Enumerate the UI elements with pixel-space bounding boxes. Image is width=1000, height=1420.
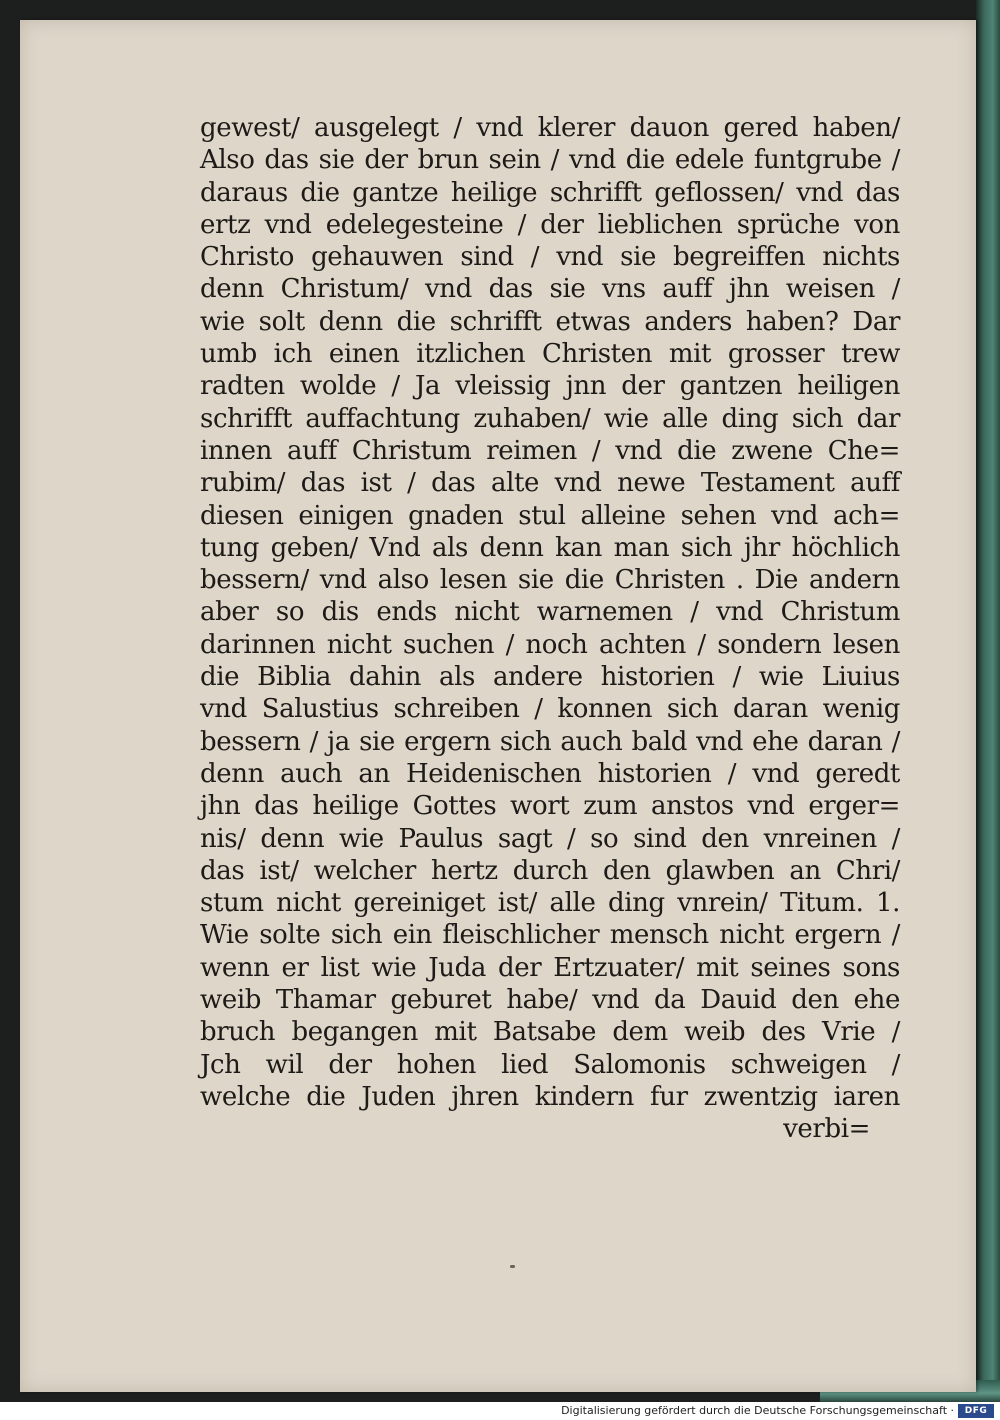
text-line: wenn er list wie Juda der Ertzuater/ mit seines sons — [200, 952, 900, 983]
text-line: umb ich einen itzlichen Christen mit grosser trew — [200, 339, 900, 370]
funding-notice: Digitalisierung gefördert durch die Deutsche Forschungsgemeinschaft · — [561, 1404, 954, 1417]
text-line: ertz vnd edelegesteine / der lieblichen sprüche von — [200, 209, 900, 240]
text-line: vnd Salustius schreiben / konnen sich daran wenig — [200, 694, 900, 725]
text-line: wie solt denn die schrifft etwas anders haben? Dar — [200, 306, 900, 337]
text-line: Jch wil der hohen lied Salomonis schweigen / — [200, 1049, 900, 1080]
footer-bar — [0, 1402, 1000, 1420]
text-line: tung geben/ Vnd als denn kan man sich jhr höchlich — [200, 532, 900, 563]
text-line: diesen einigen gnaden stul alleine sehen vnd ach= — [200, 500, 900, 531]
text-line: weib Thamar geburet habe/ vnd da Dauid den ehe — [200, 985, 900, 1016]
catchword: verbi= — [783, 1114, 870, 1145]
dfg-logo: DFG — [958, 1404, 994, 1418]
text-line: Wie solte sich ein fleischlicher mensch nicht ergern / — [200, 920, 900, 951]
text-line: gewest/ ausgelegt / vnd klerer dauon gered haben/ — [200, 113, 900, 143]
text-block — [200, 112, 900, 1146]
text-line: schrifft auffachtung zuhaben/ wie alle ding sich dar — [200, 403, 900, 434]
text-line: aber so dis ends nicht warnemen / vnd Christum — [200, 597, 900, 628]
paper-speck — [510, 1265, 515, 1268]
text-line: innen auff Christum reimen / vnd die zwene Che= — [200, 435, 900, 466]
text-line: darinnen nicht suchen / noch achten / sondern lesen — [200, 629, 900, 660]
text-line: Christo gehauwen sind / vnd sie begreiffen nichts — [200, 242, 900, 273]
text-line: Also das sie der brun sein / vnd die edele funtgrube / — [200, 145, 900, 176]
text-line: welche die Juden jhren kindern fur zwentzig iaren — [200, 1081, 900, 1112]
text-line: rubim/ das ist / das alte vnd newe Testament auff — [200, 468, 900, 499]
text-line: stum nicht gereiniget ist/ alle ding vnrein/ Titum. 1. — [200, 888, 900, 919]
text-line: bessern/ vnd also lesen sie die Christen . Die andern — [200, 565, 900, 596]
text-line: nis/ denn wie Paulus sagt / so sind den vnreinen / — [200, 823, 900, 854]
text-line: denn auch an Heidenischen historien / vnd geredt — [200, 758, 900, 789]
text-line: bessern / ja sie ergern sich auch bald vnd ehe daran / — [200, 726, 900, 757]
text-line: die Biblia dahin als andere historien / wie Liuius — [200, 662, 900, 693]
text-line: bruch begangen mit Batsabe dem weib des Vrie / — [200, 1017, 900, 1048]
text-line: daraus die gantze heilige schrifft geflossen/ vnd das — [200, 177, 900, 208]
text-line: radten wolde / Ja vleissig jnn der gantzen heiligen — [200, 371, 900, 402]
binding-strip — [976, 0, 1000, 1402]
text-line: das ist/ welcher hertz durch den glawben an Chri/ — [200, 855, 900, 886]
text-line: jhn das heilige Gottes wort zum anstos vnd erger= — [200, 791, 900, 822]
text-line: denn Christum/ vnd das sie vns auff jhn weisen / — [200, 274, 900, 305]
book-page — [20, 20, 976, 1392]
